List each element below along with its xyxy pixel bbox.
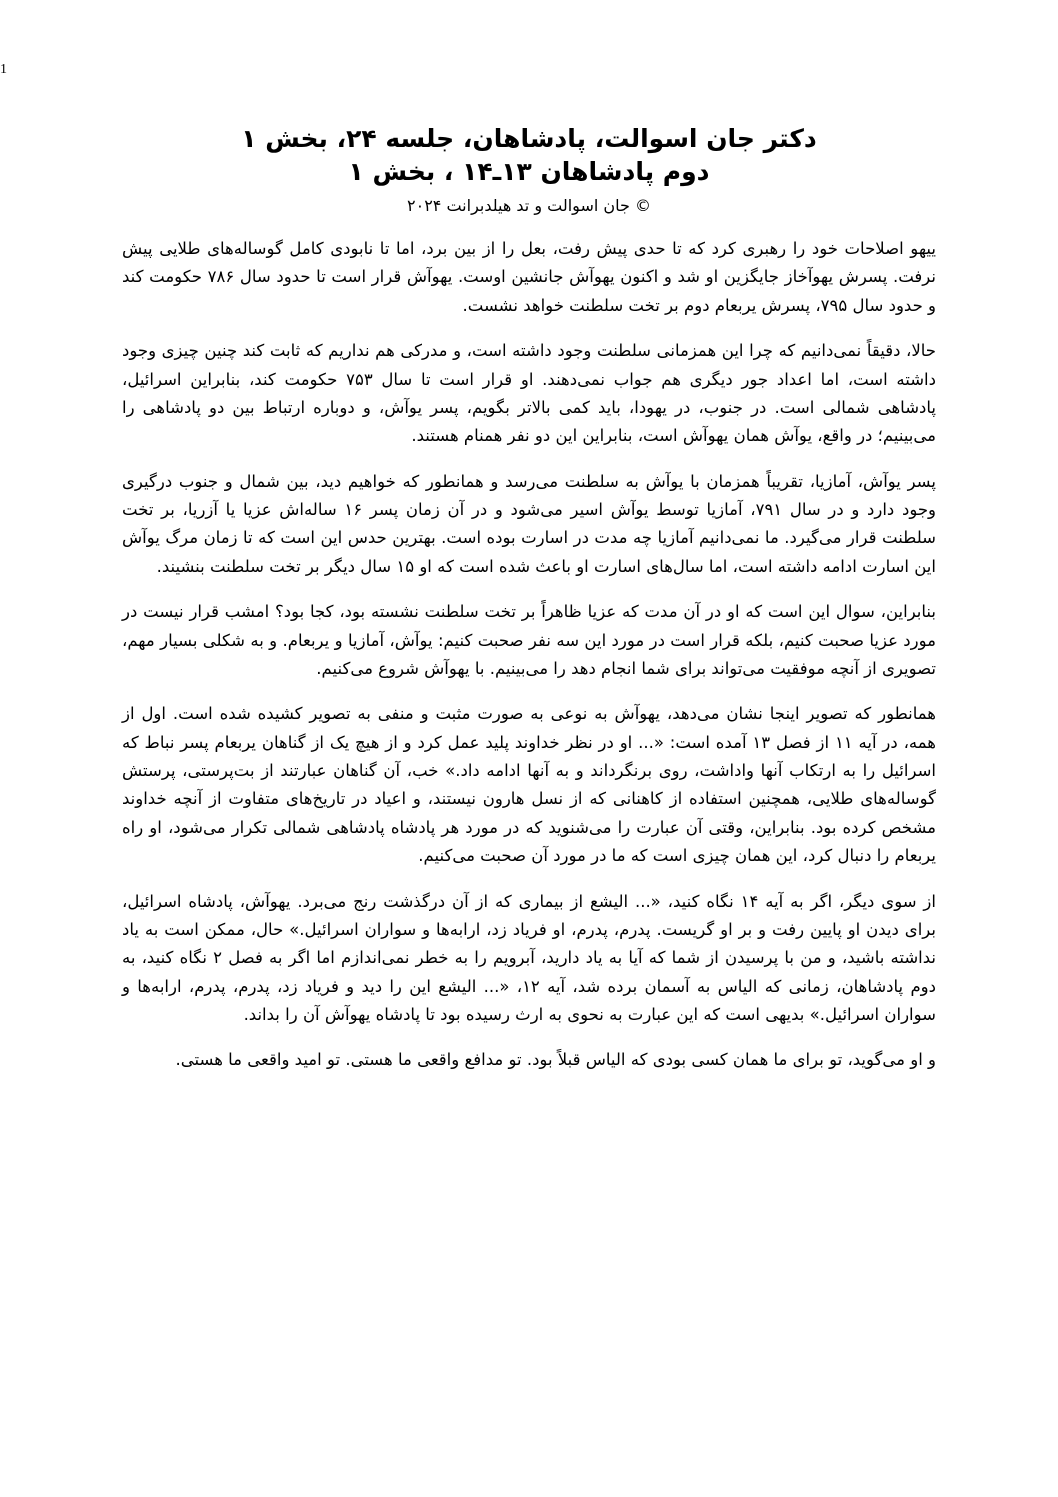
paragraph: حالا، دقیقاً نمی‌دانیم که چرا این همزمانی سلطنت وجود داشته است، و مدرکی هم نداریم که ثابت کند چنین چیزی وجود داشته است، اما اعداد جور دیگری هم جواب نمی‌دهند. او قرار است تا سال ۷۵۳ حکومت کند، بنابراین اسرائیل، پادشاهی شمالی است. در جنوب، در یهودا، باید کمی بالاتر بگویم، پسر یوآش، و دوباره ارتباط بین دو پادشاهی را می‌بینیم؛ در واقع، یوآش همان یهوآش است، بنابراین این دو نفر همنام هستند. bbox=[122, 341, 936, 446]
paragraph: پسر یوآش، آمازیا، تقریباً همزمان با یوآش به سلطنت می‌رسد و همانطور که خواهیم دید، بین شمال و جنوب درگیری وجود دارد و در سال ۷۹۱، آمازیا توسط یوآش اسیر می‌شود و در آن زمان پسر ۱۶ ساله‌اش عزیا یا آزریا، بر تخت سلطنت قرار می‌گیرد. ما نمی‌دانیم آمازیا چه مدت در اسارت بوده است. بهترین حدس این است که تا زمان مرگ یوآش این اسارت ادامه داشته است، اما سال‌های اسارت او باعث شده است که او ۱۵ سال دیگر بر تخت سلطنت بنشیند. bbox=[122, 471, 937, 576]
title-block bbox=[122, 122, 936, 215]
paragraph: همانطور که تصویر اینجا نشان می‌دهد، یهوآش به نوعی به صورت مثبت و منفی به تصویر کشیده شده است. اول از همه، در آیه ۱۱ از فصل ۱۳ آمده است: «... او در نظر خداوند پلید عمل کرد و از هیچ یک از گناهان یربعام پسر نباط که اسرائیل را به ارتکاب آنها واداشت، روی برنگرداند و به آنها ادامه داد.» خب، آن گناهان عبارتند از بت‌پرستی، پرستش گوساله‌های طلایی، همچنین استفاده از کاهنانی که از نسل هارون نیستند، و اعیاد در تاریخ‌های متفاوت از آنچه خداوند مشخص کرده بود. بنابراین، وقتی آن عبارت را می‌شنوید که در مورد هر پادشاه پادشاهی شمالی تکرار می‌شود، او راه یربعام را دنبال کرد، این همان چیزی است که ما در مورد آن صحبت می‌کنیم. bbox=[122, 704, 936, 866]
copyright-line: © جان اسوالت و تد هیلدبرانت ۲۰۲۴ bbox=[407, 196, 651, 215]
page-subtitle: دوم پادشاهان ۱۳ـ۱۴ ، بخش ۱ bbox=[348, 157, 710, 186]
paragraph: بنابراین، سوال این است که او در آن مدت که عزیا ظاهراً بر تخت سلطنت نشسته بود، کجا بود؟ امشب قرار نیست در مورد عزیا صحبت کنیم، بلکه قرار است در مورد این سه نفر صحبت کنیم: یوآش، آمازیا و یربعام. و به شکلی بسیار مهم، تصویری از آنچه موفقیت می‌تواند برای شما انجام دهد را می‌بینیم. با یهوآش شروع می‌کنیم. bbox=[122, 602, 936, 678]
paragraph: از سوی دیگر، اگر به آیه ۱۴ نگاه کنید، «... الیشع از بیماری که از آن درگذشت رنج می‌برد. یهوآش، پادشاه اسرائیل، برای دیدن او پایین رفت و بر او گریست. پدرم، پدرم، او فریاد زد، ارابه‌ها و سواران اسرائیل.» حال، ممکن است به یاد نداشته باشید، و من با پرسیدن از شما که آیا به یاد دارید، آبرویم را به خطر نمی‌اندازم اما اگر به فصل ۲ نگاه کنید، به دوم پادشاهان، زمانی که الیاس به آسمان برده شد، آیه ۱۲، «... الیشع این را دید و فریاد زد، پدرم، پدرم، ارابه‌ها و سواران اسرائیل.» بدیهی است که این عبارت به نحوی به ارث رسیده بود تا پادشاه یهوآش آن را بداند. bbox=[122, 891, 936, 1024]
paragraph: و او می‌گوید، تو برای ما همان کسی بودی که الیاس قبلاً بود. تو مدافع واقعی ما هستی. تو امید واقعی ما هستی. bbox=[175, 1050, 936, 1070]
document-body bbox=[122, 235, 936, 1075]
page-number: 1 bbox=[0, 62, 7, 77]
page-title: دکتر جان اسوالت، پادشاهان، جلسه ۲۴، بخش ۱ bbox=[241, 124, 817, 153]
paragraph: ییهو اصلاحات خود را رهبری کرد که تا حدی پیش رفت، بعل را از بین برد، اما تا نابودی کامل گوساله‌های طلایی پیش نرفت. پسرش یهوآخاز جایگزین او شد و اکنون یهوآش جانشین اوست. یهوآش قرار است تا حدود سال ۷۸۶ حکومت کند و حدود سال ۷۹۵، پسرش یربعام دوم بر تخت سلطنت خواهد نشست. bbox=[122, 239, 936, 315]
